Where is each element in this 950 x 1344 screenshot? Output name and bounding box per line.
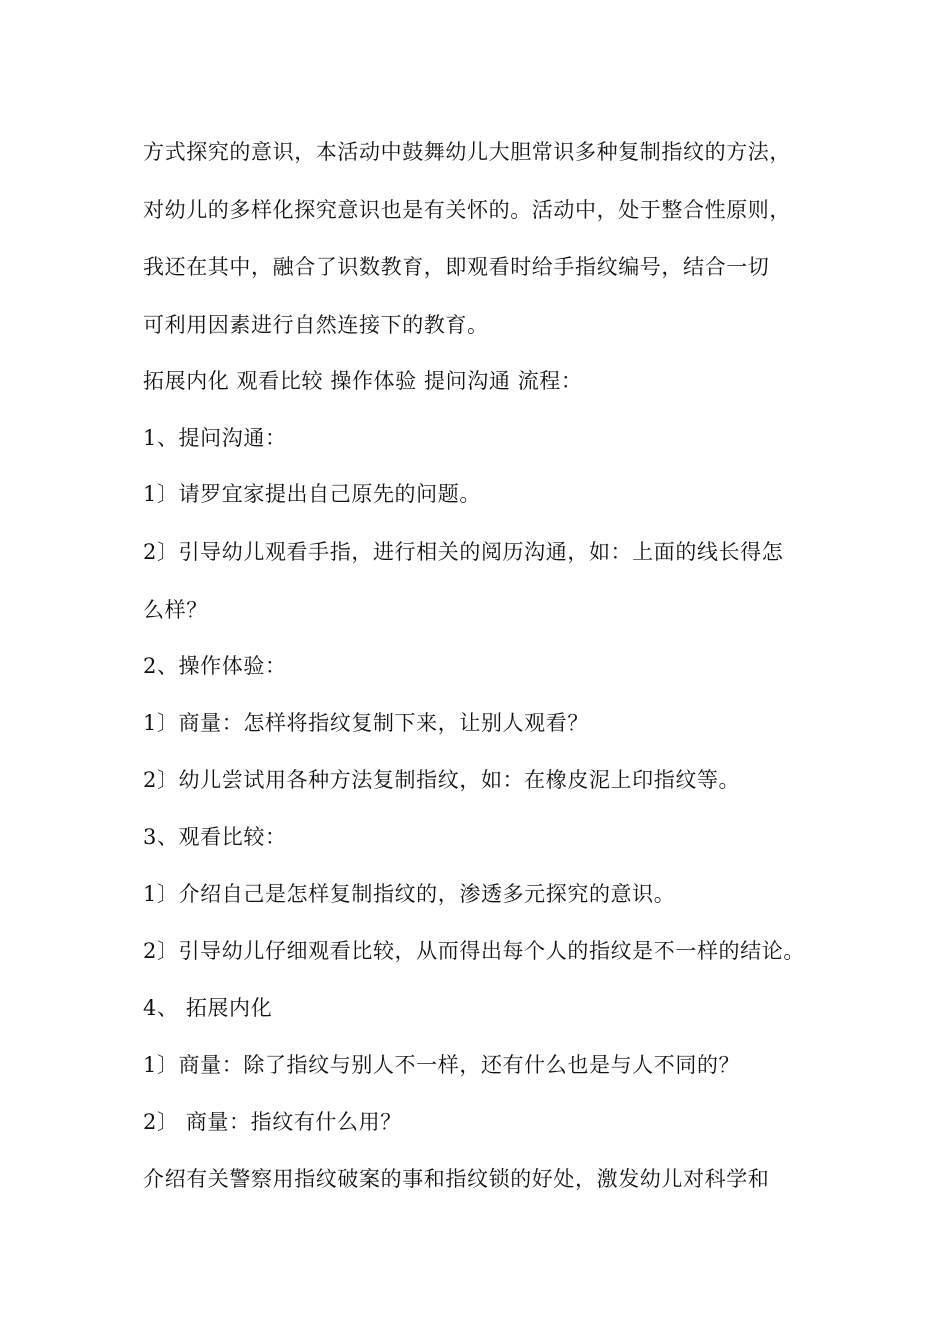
paragraph-line: 方式探究的意识，本活动中鼓舞幼儿大胆常识多种复制指纹的方法， (143, 140, 791, 164)
paragraph-line: 对幼儿的多样化探究意识也是有关怀的。活动中，处于整合性原则， (143, 198, 791, 222)
list-item: 2〕幼儿尝试用各种方法复制指纹，如：在橡皮泥上印指纹等。 (143, 768, 741, 792)
section-heading: 2、操作体验： (143, 654, 287, 678)
list-item-continuation: 么样？ (143, 598, 208, 622)
list-item: 2〕 商量：指纹有什么用？ (143, 1110, 402, 1134)
paragraph-line: 介绍有关警察用指纹破案的事和指纹锁的好处，激发幼儿对科学和 (143, 1167, 770, 1191)
list-item: 1〕介绍自己是怎样复制指纹的，渗透多元探究的意识。 (143, 882, 676, 906)
section-heading: 3、观看比较： (143, 825, 287, 849)
list-item: 1〕商量：怎样将指纹复制下来，让别人观看？ (143, 711, 589, 735)
list-item: 1〕请罗宜家提出自己原先的问题。 (143, 482, 481, 506)
paragraph-line: 我还在其中，融合了识数教育，即观看时给手指纹编号，结合一切 (143, 255, 770, 279)
list-item: 2〕引导幼儿仔细观看比较，从而得出每个人的指纹是不一样的结论。 (143, 939, 805, 963)
list-item: 2〕引导幼儿观看手指，进行相关的阅历沟通，如：上面的线长得怎 (143, 540, 784, 564)
flow-heading: 拓展内化 观看比较 操作体验 提问沟通 流程： (143, 369, 583, 393)
section-heading: 1、提问沟通： (143, 426, 287, 450)
paragraph-line: 可利用因素进行自然连接下的教育。 (143, 313, 489, 337)
list-item: 1〕商量：除了指纹与别人不一样，还有什么也是与人不同的？ (143, 1053, 741, 1077)
section-heading: 4、 拓展内化 (143, 996, 273, 1020)
